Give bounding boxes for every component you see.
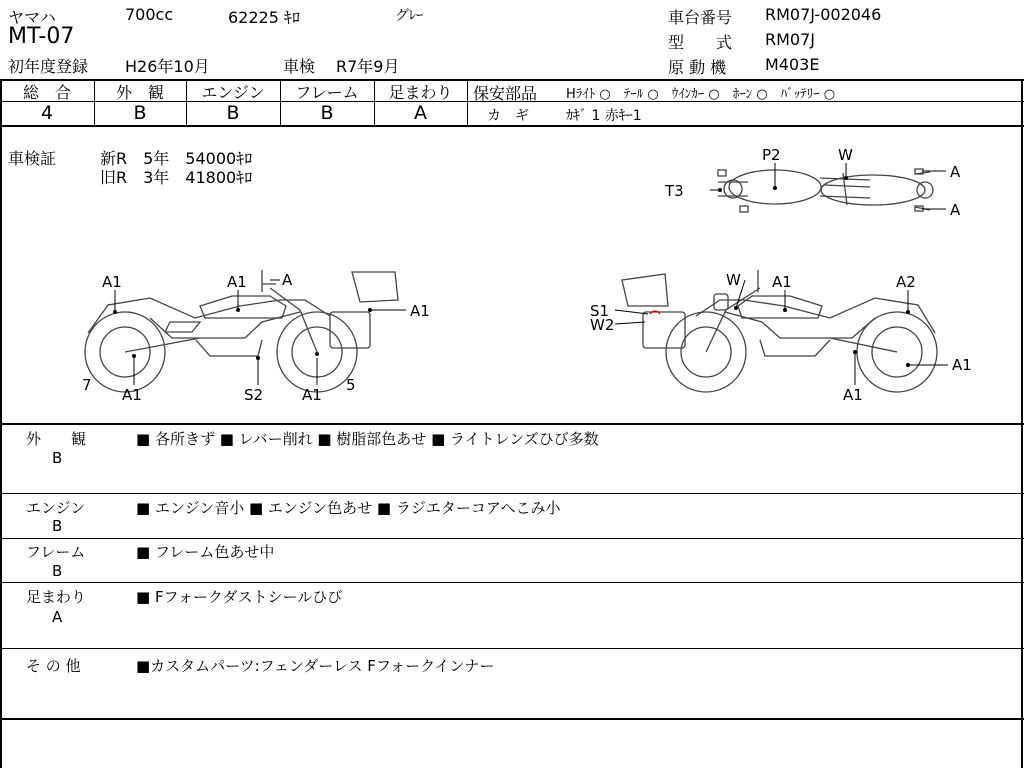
- comment-category: フレーム: [26, 543, 86, 561]
- overall-label: 総 合: [22, 83, 71, 102]
- comment-grade: A: [52, 608, 63, 626]
- divider: [0, 718, 1024, 720]
- mark-a1: A1: [122, 386, 142, 404]
- comment-text: ■カスタムパーツ:フェンダーレス Fフォークインナー: [136, 657, 495, 675]
- keys-value: ｶｷﾞ 1 赤ｷｰ1: [566, 108, 642, 124]
- type-value: RM07J: [765, 30, 815, 49]
- comment-grade: B: [52, 449, 63, 467]
- mark-a: A: [282, 271, 293, 289]
- divider: [0, 493, 1024, 494]
- safety-label: 保安部品: [473, 84, 538, 103]
- comment-category: 足まわり: [26, 588, 87, 606]
- mark-a-top2: A: [950, 201, 961, 219]
- mark-7: 7: [82, 376, 92, 394]
- keys-label: カ ギ: [487, 108, 529, 124]
- mark-w: W: [726, 271, 741, 289]
- engine-label: エンジン: [201, 83, 265, 102]
- divider: [0, 582, 1024, 583]
- comment-grade: B: [52, 562, 63, 580]
- color: グﾚｰ: [395, 8, 423, 24]
- mark-w2: W2: [590, 316, 615, 334]
- mark-a1: A1: [843, 386, 863, 404]
- bike-top-view: [718, 169, 933, 212]
- mark-a2: A2: [896, 273, 916, 291]
- mark-a1: A1: [410, 302, 430, 320]
- chassis-value: RM07J-002046: [765, 5, 882, 24]
- comment-category: 外 観: [26, 430, 87, 448]
- comment-category: エンジン: [26, 499, 86, 517]
- maker: ヤマハ: [8, 8, 56, 27]
- mark-a1: A1: [952, 356, 972, 374]
- mark-s2: S2: [244, 386, 264, 404]
- exterior-value: B: [133, 102, 147, 124]
- mark-a1: A1: [302, 386, 322, 404]
- engine-value: B: [226, 102, 240, 124]
- type-label: 型 式: [668, 33, 733, 52]
- comment-text: ■ 各所きず ■ レバー削れ ■ 樹脂部色あせ ■ ライトレンズひび多数: [136, 430, 599, 448]
- chassis-label: 車台番号: [668, 8, 733, 27]
- inspection-value: R7年9月: [336, 57, 400, 76]
- divider: [0, 538, 1024, 539]
- overall-value: 4: [40, 102, 54, 124]
- mark-a1: A1: [227, 273, 247, 291]
- model-name: MT-07: [8, 24, 75, 49]
- mark-5: 5: [346, 376, 356, 394]
- divider: [467, 79, 468, 126]
- motorcycle-diagram: [0, 125, 1024, 425]
- mark-t3: T3: [665, 182, 684, 200]
- frame-label: フレーム: [295, 83, 359, 102]
- mark-p2: P2: [762, 146, 781, 164]
- first-reg-label: 初年度登録: [8, 57, 89, 76]
- engine-model-value: M403E: [765, 55, 820, 74]
- inspection-label: 車検: [283, 57, 316, 76]
- comment-text: ■ エンジン音小 ■ エンジン色あせ ■ ラジエターコアへこみ小: [136, 499, 561, 517]
- comment-grade: B: [52, 517, 63, 535]
- mark-a1: A1: [772, 273, 792, 291]
- mark-a-top1: A: [950, 163, 961, 181]
- mark-w: W: [838, 146, 853, 164]
- registration-new: 新R 5年 54000ｷﾛ: [100, 149, 253, 168]
- divider: [0, 648, 1024, 649]
- safety-items: Hﾗｲﾄ ○ ﾃｰﾙ ○ ｳｲﾝｶｰ ○ ﾎｰﾝ ○ ﾊﾞｯﾃﾘｰ ○: [566, 87, 836, 102]
- suspension-label: 足まわり: [388, 83, 453, 102]
- displacement: 700cc: [125, 5, 174, 24]
- comment-text: ■ フレーム色あせ中: [136, 543, 275, 561]
- divider: [0, 423, 1024, 425]
- mark-a1: A1: [102, 273, 122, 291]
- exterior-label: 外 観: [115, 83, 164, 102]
- suspension-value: A: [414, 102, 427, 124]
- registration-label: 車検証: [8, 149, 57, 168]
- engine-model-label: 原 動 機: [668, 58, 727, 77]
- comment-text: ■ Fフォークダストシールひび: [136, 588, 343, 606]
- mileage: 62225 ｷﾛ: [228, 8, 300, 27]
- registration-old: 旧R 3年 41800ｷﾛ: [100, 168, 253, 187]
- comment-category: そ の 他: [26, 657, 81, 675]
- mark-s1: S1: [590, 302, 610, 320]
- frame-value: B: [320, 102, 334, 124]
- first-reg-value: H26年10月: [125, 57, 210, 76]
